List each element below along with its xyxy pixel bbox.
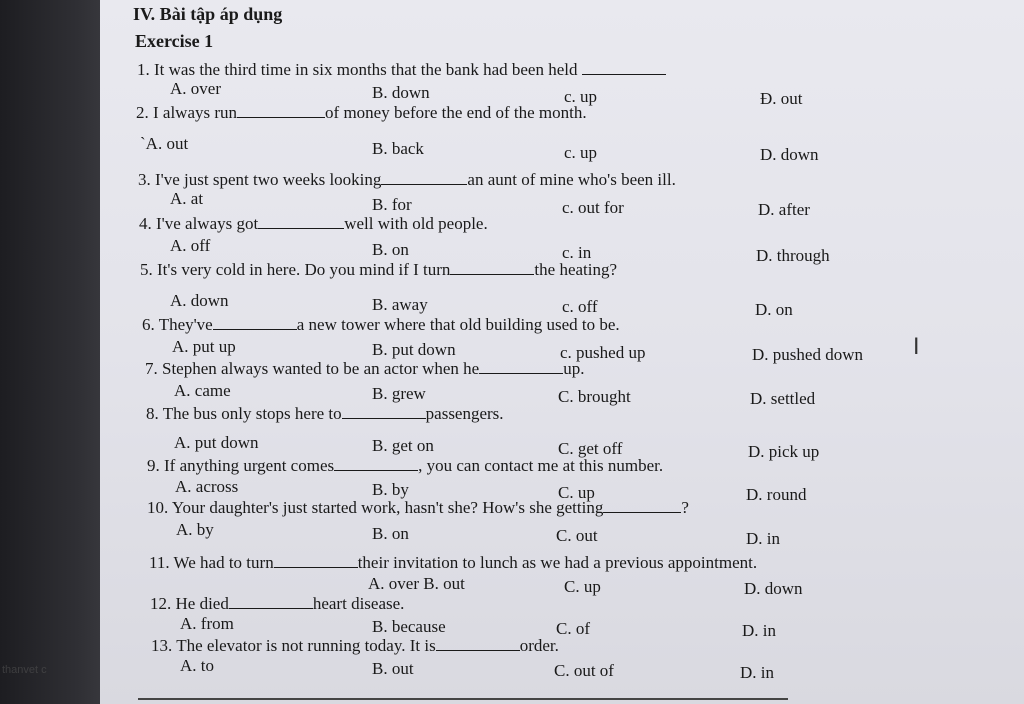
option-a: A. off — [170, 236, 211, 255]
option-c: c. in — [562, 243, 592, 262]
question-10: 10. Your daughter's just started work, hasn't she? How's she getting ? — [147, 498, 689, 517]
option-d: D. in — [742, 621, 776, 640]
option-c: c. out for — [562, 198, 624, 217]
text-cursor-icon: I — [913, 335, 920, 360]
option-b: B. on — [372, 524, 409, 543]
question-12: 12. He died heart disease. — [150, 594, 405, 613]
option-d: D. on — [755, 300, 793, 319]
question-5: 5. It's very cold in here. Do you mind if I turn the heating? — [140, 260, 618, 279]
option-d: D. round — [746, 485, 807, 504]
option-a: A. came — [174, 381, 231, 400]
question-2: 2. I always run of money before the end of the month. — [136, 103, 587, 122]
option-c: C. of — [556, 619, 590, 638]
option-c: c. up — [564, 143, 598, 162]
option-b: B. out — [372, 659, 414, 678]
option-b: B. for — [372, 195, 412, 214]
option-c: C. up — [564, 577, 601, 596]
question-4: 4. I've always got well with old people. — [139, 214, 488, 233]
option-a: A. over — [170, 79, 221, 98]
option-b: B. back — [372, 139, 424, 158]
exercise-title: Exercise 1 — [135, 31, 214, 51]
question-1: 1. It was the third time in six months that the bank had been held — [137, 60, 666, 80]
option-d: D. after — [758, 200, 810, 219]
option-d: D. down — [744, 579, 803, 598]
option-c: c. off — [562, 297, 598, 316]
option-d: D. in — [746, 529, 780, 548]
option-a: A. to — [180, 656, 214, 675]
option-d: D. down — [760, 145, 819, 164]
option-a: A. by — [176, 520, 214, 539]
answer-blank — [213, 315, 297, 330]
option-b: B. away — [372, 295, 428, 314]
question-3: 3. I've just spent two weeks looking an aunt of mine who's been ill. — [138, 170, 676, 189]
question-6: 6. They've a new tower where that old building used to be. — [142, 315, 620, 334]
answer-blank — [229, 594, 313, 609]
option-d: D. pushed down — [752, 345, 863, 364]
answer-blank — [258, 214, 344, 229]
option-a: A. at — [170, 189, 204, 208]
answer-blank — [237, 103, 325, 118]
option-b: B. by — [372, 480, 409, 499]
answer-blank — [603, 498, 681, 513]
option-c: C. get off — [558, 439, 623, 458]
option-a-b: A. over B. out — [368, 574, 465, 593]
question-11: 11. We had to turn their invitation to lunch as we had a previous appointment. — [149, 553, 758, 572]
answer-blank — [274, 553, 358, 568]
option-c: C. out of — [554, 661, 614, 680]
watermark: thanvet c — [2, 664, 47, 676]
option-a: A. put up — [172, 337, 236, 356]
question-8: 8. The bus only stops here to passengers. — [146, 404, 504, 423]
answer-blank — [381, 170, 467, 185]
option-c: c. pushed up — [560, 343, 646, 362]
option-a: A. across — [175, 477, 239, 496]
option-d: D. settled — [750, 389, 816, 408]
option-d: D. pick up — [748, 442, 820, 461]
option-a: A. down — [170, 291, 229, 310]
option-b: B. because — [372, 617, 446, 636]
desk-background — [0, 0, 110, 704]
option-c: C. out — [556, 526, 598, 545]
option-d: Đ. out — [760, 89, 803, 108]
question-9: 9. If anything urgent comes , you can contact me at this number. — [147, 456, 664, 475]
option-b: B. get on — [372, 436, 434, 455]
section-title: IV. Bài tập áp dụng — [133, 4, 283, 24]
answer-blank — [342, 404, 426, 419]
option-c: C. brought — [558, 387, 631, 406]
option-b: B. on — [372, 240, 409, 259]
worksheet-page — [100, 0, 1024, 704]
bottom-rule — [138, 698, 788, 700]
answer-blank — [450, 260, 534, 275]
option-d: D. in — [740, 663, 774, 682]
answer-blank — [479, 359, 563, 374]
option-b: B. grew — [372, 384, 426, 403]
answer-blank — [334, 456, 418, 471]
option-c: C. up — [558, 483, 595, 502]
option-c: c. up — [564, 87, 598, 106]
option-a: `A. out — [140, 134, 189, 153]
answer-blank — [582, 60, 666, 75]
option-a: A. from — [180, 614, 234, 633]
option-b: B. put down — [372, 340, 456, 359]
question-13: 13. The elevator is not running today. It is order. — [151, 636, 559, 655]
answer-blank — [436, 636, 520, 651]
option-a: A. put down — [174, 433, 259, 452]
option-b: B. down — [372, 83, 430, 102]
option-d: D. through — [756, 246, 830, 265]
question-7: 7. Stephen always wanted to be an actor when he up. — [145, 359, 585, 378]
